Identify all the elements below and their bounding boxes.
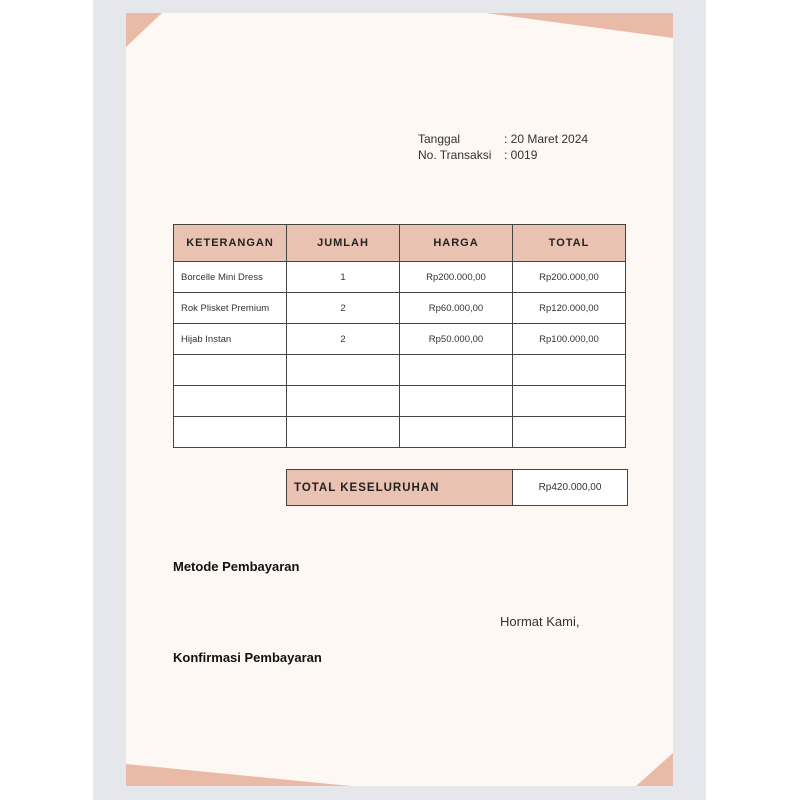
cell-total: Rp200.000,00	[513, 262, 626, 293]
cell-description: Hijab Instan	[174, 324, 287, 355]
cell-description	[174, 417, 287, 448]
cell-description: Borcelle Mini Dress	[174, 262, 287, 293]
date-label: Tanggal	[418, 132, 461, 146]
header-total: TOTAL	[513, 225, 626, 262]
table-row	[174, 293, 626, 324]
corner-decoration-bottom-left	[126, 764, 351, 786]
payment-confirmation-title: Konfirmasi Pembayaran	[173, 650, 322, 665]
corner-decoration-top-left	[126, 13, 166, 49]
cell-total: Rp120.000,00	[513, 293, 626, 324]
cell-price: Rp200.000,00	[400, 262, 513, 293]
cell-qty: 2	[287, 324, 400, 355]
cell-qty	[287, 417, 400, 448]
date-value: : 20 Maret 2024	[504, 132, 589, 146]
header-jumlah: JUMLAH	[287, 225, 400, 262]
grand-total-box	[286, 469, 628, 506]
cell-qty	[287, 355, 400, 386]
table-row-empty	[174, 417, 626, 448]
cell-price: Rp50.000,00	[400, 324, 513, 355]
cell-qty	[287, 386, 400, 417]
cell-price	[400, 417, 513, 448]
invoice-meta	[418, 132, 588, 163]
invoice-page	[126, 13, 673, 786]
cell-price	[400, 386, 513, 417]
header-harga: HARGA	[400, 225, 513, 262]
table-header-row	[174, 225, 626, 262]
transaction-value: : 0019	[504, 147, 538, 162]
transaction-row	[418, 148, 588, 164]
cell-total	[513, 417, 626, 448]
signature-text: Hormat Kami,	[500, 614, 580, 629]
cell-qty: 2	[287, 293, 400, 324]
cell-total	[513, 355, 626, 386]
date-row	[418, 132, 588, 148]
cell-description	[174, 386, 287, 417]
cell-description: Rok Plisket Premium	[174, 293, 287, 324]
corner-decoration-bottom-right	[636, 753, 673, 786]
cell-price	[400, 355, 513, 386]
header-keterangan: KETERANGAN	[174, 225, 287, 262]
table-row	[174, 324, 626, 355]
payment-method-title: Metode Pembayaran	[173, 559, 300, 574]
table-row-empty	[174, 355, 626, 386]
grand-total-label: TOTAL KESELURUHAN	[287, 470, 513, 505]
cell-qty: 1	[287, 262, 400, 293]
grand-total-value: Rp420.000,00	[513, 470, 627, 505]
corner-decoration-top-right	[486, 13, 673, 39]
cell-description	[174, 355, 287, 386]
cell-total	[513, 386, 626, 417]
transaction-label: No. Transaksi	[418, 147, 492, 162]
cell-price: Rp60.000,00	[400, 293, 513, 324]
table-row-empty	[174, 386, 626, 417]
cell-total: Rp100.000,00	[513, 324, 626, 355]
items-table	[173, 224, 626, 448]
table-row	[174, 262, 626, 293]
